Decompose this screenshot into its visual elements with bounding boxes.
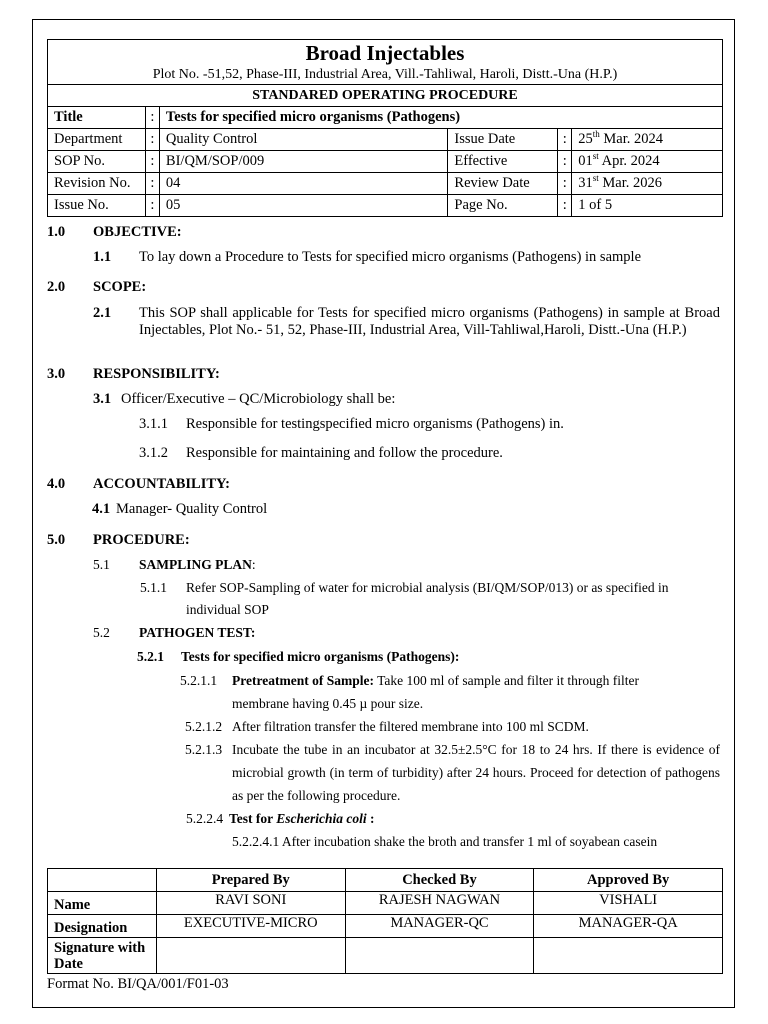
title-label: Title (48, 107, 146, 129)
sampling-plan-text: individual SOP (186, 602, 269, 617)
company-name: Broad Injectables (305, 40, 465, 65)
checked-by-header: Checked By (345, 869, 534, 892)
sop-no-label: SOP No. (48, 151, 146, 173)
issue-no-row (48, 195, 723, 217)
approved-by-header: Approved By (534, 869, 723, 892)
sampling-plan-text: Refer SOP-Sampling of water for microbial analysis (BI/QM/SOP/013) or as specified in (186, 580, 669, 595)
clause-number: 5.2 (93, 625, 110, 640)
clause-number: 5.2.1.2 (185, 719, 223, 734)
section-number: 5.0 (47, 532, 66, 548)
issue-date-label: Issue Date (448, 129, 558, 151)
title-value: Tests for specified micro organisms (Pathogens) (159, 107, 722, 129)
approved-name: VISHALI (534, 892, 723, 915)
sampling-plan-heading: SAMPLING PLAN: (139, 557, 256, 572)
format-number: Format No. BI/QA/001/F01-03 (47, 976, 229, 992)
issue-no-label: Issue No. (48, 195, 146, 217)
scope-text: This SOP shall applicable for Tests for specified micro organisms (Pathogens) in sample at Broad Injectables, Plot No.- 51, 52, Phase-III, Industrial Area, Vill-Tahliwal,Haroli, Distt.-Una (H.P.) (139, 305, 720, 338)
issue-no-value: 05 (159, 195, 448, 217)
section-number: 3.0 (47, 366, 66, 382)
clause-number: 5.1 (93, 557, 110, 572)
clause-number: 3.1.2 (139, 445, 168, 461)
clause-number: 1.1 (93, 249, 112, 265)
designation-row-label: Designation (48, 915, 157, 938)
signoff-corner (48, 869, 157, 892)
title-row (48, 107, 723, 129)
section-heading-objective: OBJECTIVE: (93, 224, 182, 240)
department-row (48, 129, 723, 151)
colon: : (558, 129, 572, 151)
revision-label: Revision No. (48, 173, 146, 195)
colon: : (558, 195, 572, 217)
colon: : (145, 151, 159, 173)
section-heading-procedure: PROCEDURE: (93, 532, 190, 548)
ecoli-test-heading: Test for Escherichia coli : (229, 811, 375, 826)
clause-number: 5.1.1 (140, 580, 167, 595)
incubation-text: Incubate the tube in an incubator at 32.5±2.5°C for 18 to 24 hrs. If there is evidence of microbial growth (in term of turbidity) after 24 hours. Proceed for detection of pathogens as per the following procedure. (232, 742, 720, 803)
checked-designation: MANAGER-QC (345, 915, 534, 938)
clause-number: 5.2.1 (137, 649, 164, 664)
clause-number: 5.2.1.3 (185, 742, 223, 757)
section-heading-accountability: ACCOUNTABILITY: (93, 476, 230, 492)
colon: : (145, 129, 159, 151)
sop-heading: STANDARED OPERATING PROCEDURE (48, 85, 723, 107)
pathogen-test-heading: PATHOGEN TEST: (139, 625, 256, 640)
signoff-table (47, 868, 723, 974)
checked-signature-field[interactable] (345, 938, 534, 974)
name-row-label: Name (48, 892, 157, 915)
clause-number: 3.1.1 (139, 416, 168, 432)
pretreatment-text: Pretreatment of Sample: Take 100 ml of sample and filter it through filter (232, 673, 639, 688)
section-heading-scope: SCOPE: (93, 279, 147, 295)
ecoli-test-text: 5.2.2.4.1 After incubation shake the broth and transfer 1 ml of soyabean casein (232, 834, 658, 849)
colon: : (558, 151, 572, 173)
filtration-text: After filtration transfer the filtered membrane into 100 ml SCDM. (232, 719, 589, 734)
colon: : (145, 173, 159, 195)
clause-number: 3.1 (93, 391, 112, 407)
review-date-label: Review Date (448, 173, 558, 195)
prepared-by-header: Prepared By (156, 869, 345, 892)
issue-date-value: 25th Mar. 2024 (572, 129, 723, 151)
clause-number: 5.2.2.4 (186, 811, 224, 826)
effective-label: Effective (448, 151, 558, 173)
company-address: Plot No. -51,52, Phase-III, Industrial Area, Vill.-Tahliwal, Haroli, Distt.-Una (H.P.) (152, 66, 618, 82)
page-no-label: Page No. (448, 195, 558, 217)
review-date-value: 31st Mar. 2026 (572, 173, 723, 195)
clause-number: 5.2.1.1 (180, 673, 218, 688)
prepared-designation: EXECUTIVE-MICRO (156, 915, 345, 938)
revision-value: 04 (159, 173, 448, 195)
revision-row (48, 173, 723, 195)
clause-number: 2.1 (93, 305, 112, 321)
clause-number: 4.1 (92, 501, 111, 517)
company-cell (48, 40, 723, 85)
prepared-name: RAVI SONI (156, 892, 345, 915)
document-header-table (47, 39, 723, 217)
page-no-value: 1 of 5 (572, 195, 723, 217)
section-number: 4.0 (47, 476, 66, 492)
checked-name: RAJESH NAGWAN (345, 892, 534, 915)
section-heading-responsibility: RESPONSIBILITY: (93, 366, 220, 382)
responsibility-item: Responsible for maintaining and follow the procedure. (186, 445, 503, 461)
section-number: 1.0 (47, 224, 66, 240)
colon: : (145, 195, 159, 217)
signature-row-label: Signature with Date (48, 938, 157, 974)
responsibility-item: Responsible for testingspecified micro organisms (Pathogens) in. (186, 416, 564, 432)
approved-designation: MANAGER-QA (534, 915, 723, 938)
approved-signature-field[interactable] (534, 938, 723, 974)
prepared-signature-field[interactable] (156, 938, 345, 974)
colon: : (145, 107, 159, 129)
accountability-text: Manager- Quality Control (116, 501, 268, 517)
pathogen-tests-subheading: Tests for specified micro organisms (Pathogens): (181, 649, 460, 664)
effective-value: 01st Apr. 2024 (572, 151, 723, 173)
section-number: 2.0 (47, 279, 66, 295)
department-label: Department (48, 129, 146, 151)
responsibility-text: Officer/Executive – QC/Microbiology shall be: (121, 391, 396, 407)
department-value: Quality Control (159, 129, 448, 151)
objective-text: To lay down a Procedure to Tests for specified micro organisms (Pathogens) in sample (139, 249, 642, 265)
pretreatment-text: membrane having 0.45 µ pour size. (232, 696, 424, 711)
colon: : (558, 173, 572, 195)
sop-no-row (48, 151, 723, 173)
sop-no-value: BI/QM/SOP/009 (159, 151, 448, 173)
